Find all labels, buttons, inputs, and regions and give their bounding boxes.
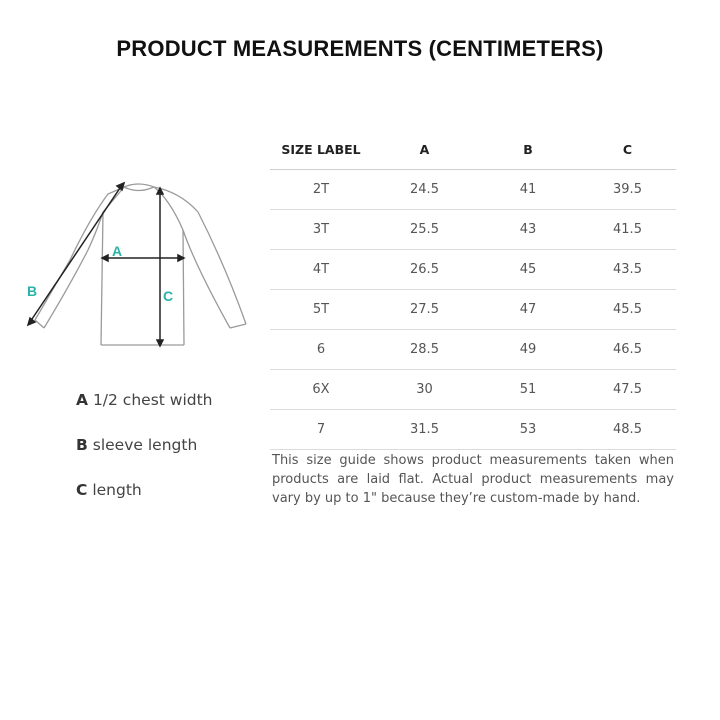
table-cell: 6X (270, 370, 372, 410)
table-cell: 4T (270, 250, 372, 290)
table-row (270, 170, 676, 210)
diagram-label-c: C (163, 288, 174, 304)
table-row (270, 410, 676, 450)
column-header: A (372, 130, 477, 170)
table-cell: 53 (477, 410, 579, 450)
table-cell: 31.5 (372, 410, 477, 450)
table-cell: 41 (477, 170, 579, 210)
table-cell: 47.5 (579, 370, 676, 410)
table-cell: 46.5 (579, 330, 676, 370)
table-cell: 39.5 (579, 170, 676, 210)
table-cell: 45 (477, 250, 579, 290)
table-cell: 7 (270, 410, 372, 450)
table-cell: 28.5 (372, 330, 477, 370)
table-cell: 51 (477, 370, 579, 410)
legend-text: length (92, 481, 142, 499)
shirt-diagram (20, 170, 260, 360)
table-cell: 47 (477, 290, 579, 330)
legend-item (76, 433, 213, 478)
table-cell: 2T (270, 170, 372, 210)
legend-key: B (76, 436, 88, 454)
legend-text: sleeve length (92, 436, 198, 454)
table-row (270, 290, 676, 330)
table-cell: 5T (270, 290, 372, 330)
legend-key: C (76, 481, 88, 499)
table-cell: 48.5 (579, 410, 676, 450)
table-cell: 43 (477, 210, 579, 250)
table-cell: 25.5 (372, 210, 477, 250)
size-guide-note: This size guide shows product measurements taken when products are laid flat. Actual product measurements may vary by up to 1" because they’re custom-made by hand. (272, 453, 674, 506)
table-cell: 30 (372, 370, 477, 410)
table-cell: 43.5 (579, 250, 676, 290)
table-row (270, 210, 676, 250)
shirt-outline-icon (35, 184, 246, 345)
table-row (270, 330, 676, 370)
table-row (270, 370, 676, 410)
table-header-row (270, 130, 676, 170)
size-table (270, 130, 676, 450)
legend-text: 1/2 chest width (92, 391, 213, 409)
table-cell: 24.5 (372, 170, 477, 210)
column-header: B (477, 130, 579, 170)
table-cell: 6 (270, 330, 372, 370)
table-cell: 41.5 (579, 210, 676, 250)
table-row (270, 250, 676, 290)
diagram-label-b: B (27, 283, 38, 299)
legend-key: A (76, 391, 88, 409)
table-cell: 27.5 (372, 290, 477, 330)
arrow-b (30, 185, 122, 322)
diagram-label-a: A (112, 243, 123, 259)
page-title: PRODUCT MEASUREMENTS (CENTIMETERS) (116, 36, 604, 61)
table-cell: 45.5 (579, 290, 676, 330)
table-cell: 49 (477, 330, 579, 370)
table-cell: 26.5 (372, 250, 477, 290)
legend-item (76, 478, 213, 523)
column-header: SIZE LABEL (270, 130, 372, 170)
legend-item (76, 388, 213, 433)
column-header: C (579, 130, 676, 170)
measurement-legend (76, 388, 213, 523)
table-cell: 3T (270, 210, 372, 250)
